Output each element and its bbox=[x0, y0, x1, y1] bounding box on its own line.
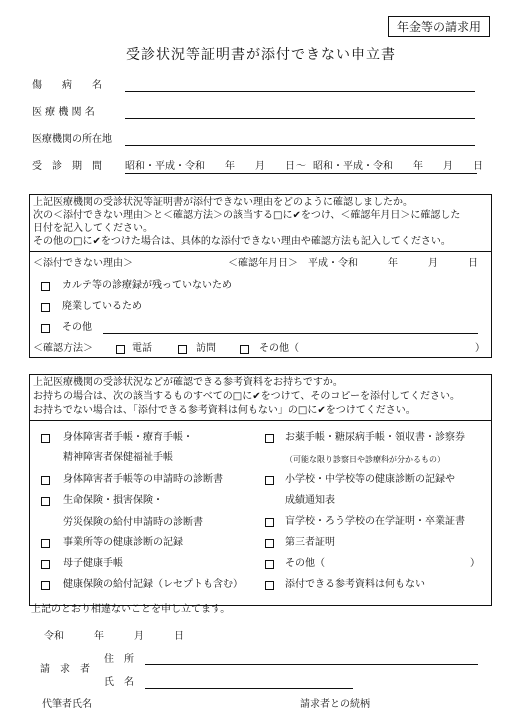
applicant-name-label: 氏 名 bbox=[104, 677, 134, 688]
reference-divider bbox=[29, 420, 492, 421]
method-header: ＜確認方法＞ bbox=[33, 343, 93, 354]
reason-checkbox-3[interactable] bbox=[41, 324, 50, 333]
reason-label-2: 廃業しているため bbox=[62, 301, 142, 312]
ref-checkbox-receipt[interactable] bbox=[41, 581, 50, 590]
applicant-address-field[interactable] bbox=[145, 664, 478, 665]
method-checkbox-other[interactable] bbox=[240, 345, 249, 354]
ref-label-disability-cert: 身体障害者手帳等の申請時の診断書 bbox=[63, 474, 223, 485]
form-type-label: 年金等の請求用 bbox=[388, 16, 490, 37]
ref-label-medicine-book: お薬手帳・糖尿病手帳・領収書・診察券 bbox=[285, 432, 465, 443]
ref-checkbox-other[interactable] bbox=[265, 560, 274, 569]
method-checkbox-phone[interactable] bbox=[116, 345, 125, 354]
ref-checkbox-school-record[interactable] bbox=[265, 476, 274, 485]
ref-label-none: 添付できる参考資料は何もない bbox=[285, 579, 425, 590]
ref-checkbox-third-party[interactable] bbox=[265, 539, 274, 548]
ref-label-insurance: 生命保険・損害保険・ bbox=[63, 495, 163, 506]
reason-intro-3: 日付を記入してください。 bbox=[33, 223, 153, 234]
proxy-label: 代筆者氏名 bbox=[42, 699, 92, 710]
ref-checkbox-disability-cert[interactable] bbox=[41, 476, 50, 485]
reason-checkbox-1[interactable] bbox=[41, 282, 50, 291]
ref-other-close: ） bbox=[470, 558, 480, 569]
reason-label-1: カルテ等の診療録が残っていないため bbox=[62, 280, 232, 291]
ref-label-receipt: 健康保険の給付記録（レセプトも含む） bbox=[63, 579, 243, 590]
institution-field[interactable] bbox=[125, 118, 475, 119]
ref-label-special-school: 盲学校・ろう学校の在学証明・卒業証書 bbox=[285, 516, 465, 527]
reason-intro-1: 上記医療機関の受診状況等証明書が添付できない理由をどのように確認しましたか。 bbox=[33, 197, 413, 208]
period-from[interactable]: 昭和・平成・令和 年 月 日 bbox=[125, 161, 295, 172]
institution-label: 医 療 機 関 名 bbox=[32, 107, 95, 118]
applicant-name-field[interactable] bbox=[145, 688, 353, 689]
reference-intro-3: お持ちでない場合は、「添付できる参考資料は何もない」の□に✔をつけてください。 bbox=[33, 405, 416, 416]
ref-label-third-party: 第三者証明 bbox=[285, 537, 335, 548]
ref-checkbox-special-school[interactable] bbox=[265, 518, 274, 527]
method-close: ） bbox=[475, 343, 485, 354]
method-checkbox-visit[interactable] bbox=[178, 345, 187, 354]
page-title: 受診状況等証明書が添付できない申立書 bbox=[126, 47, 396, 63]
ref-checkbox-disability-book[interactable] bbox=[41, 434, 50, 443]
ref-label-school-record: 小学校・中学校等の健康診断の記録や bbox=[285, 474, 455, 485]
ref-checkbox-none[interactable] bbox=[265, 581, 274, 590]
ref-label-maternal: 母子健康手帳 bbox=[63, 558, 123, 569]
reason-checkbox-2[interactable] bbox=[41, 303, 50, 312]
method-label-visit: 訪問 bbox=[196, 343, 216, 354]
method-label-phone: 電話 bbox=[132, 343, 152, 354]
reason-intro-4: その他の□に✔をつけた場合は、具体的な添付できない理由や確認方法も記入してください。 bbox=[33, 236, 451, 247]
applicant-address-label: 住 所 bbox=[104, 654, 134, 665]
reason-label-3: その他 bbox=[62, 322, 92, 333]
ref-label-other: その他（ bbox=[285, 558, 325, 569]
ref-checkbox-maternal[interactable] bbox=[41, 560, 50, 569]
applicant-label: 請 求 者 bbox=[40, 664, 90, 675]
period-tilde: ～ bbox=[296, 161, 306, 172]
ref-label-insurance-2: 労災保険の給付申請時の診断書 bbox=[63, 517, 203, 528]
relation-label: 請求者との続柄 bbox=[300, 699, 370, 710]
ref-label-medicine-note: （可能な限り診察日や診療科が分かるもの） bbox=[285, 455, 445, 464]
ref-label-health-check: 事業所等の健康診断の記録 bbox=[63, 537, 183, 548]
period-underline bbox=[125, 173, 477, 174]
ref-checkbox-health-check[interactable] bbox=[41, 539, 50, 548]
ref-label-school-record-2: 成績通知表 bbox=[285, 495, 335, 506]
disease-label: 傷 病 名 bbox=[32, 80, 102, 91]
reason-other-field[interactable] bbox=[103, 333, 478, 334]
reason-header: ＜添付できない理由＞ bbox=[33, 258, 133, 269]
reference-intro-2: お持ちの場合は、次の該当するものすべての□に✔をつけて、そのコピーを添付してください。 bbox=[33, 391, 461, 402]
ref-checkbox-insurance[interactable] bbox=[41, 497, 50, 506]
confirm-date[interactable]: ＜確認年月日＞ 平成・令和 年 月 日 bbox=[228, 258, 478, 269]
reason-divider bbox=[29, 251, 492, 252]
declaration-text: 上記のとおり相違ないことを申し立てます。 bbox=[31, 604, 231, 615]
declaration-date[interactable]: 令和 年 月 日 bbox=[44, 631, 184, 642]
disease-field[interactable] bbox=[125, 91, 475, 92]
method-label-other: その他（ bbox=[259, 343, 299, 354]
period-label: 受 診 期 間 bbox=[32, 161, 102, 172]
ref-label-disability-book-2: 精神障害者保健福祉手帳 bbox=[63, 452, 173, 463]
reason-intro-2: 次の＜添付できない理由＞と＜確認方法＞の該当する□に✔をつけ、＜確認年月日＞に確認した bbox=[33, 210, 461, 221]
ref-label-disability-book: 身体障害者手帳・療育手帳・ bbox=[63, 432, 193, 443]
reference-intro-1: 上記医療機関の受診状況などが確認できる参考資料をお持ちですか。 bbox=[33, 377, 343, 388]
address-label: 医療機関の所在地 bbox=[32, 134, 112, 145]
address-field[interactable] bbox=[125, 145, 475, 146]
period-to[interactable]: 昭和・平成・令和 年 月 日 bbox=[313, 161, 483, 172]
ref-checkbox-medicine-book[interactable] bbox=[265, 434, 274, 443]
